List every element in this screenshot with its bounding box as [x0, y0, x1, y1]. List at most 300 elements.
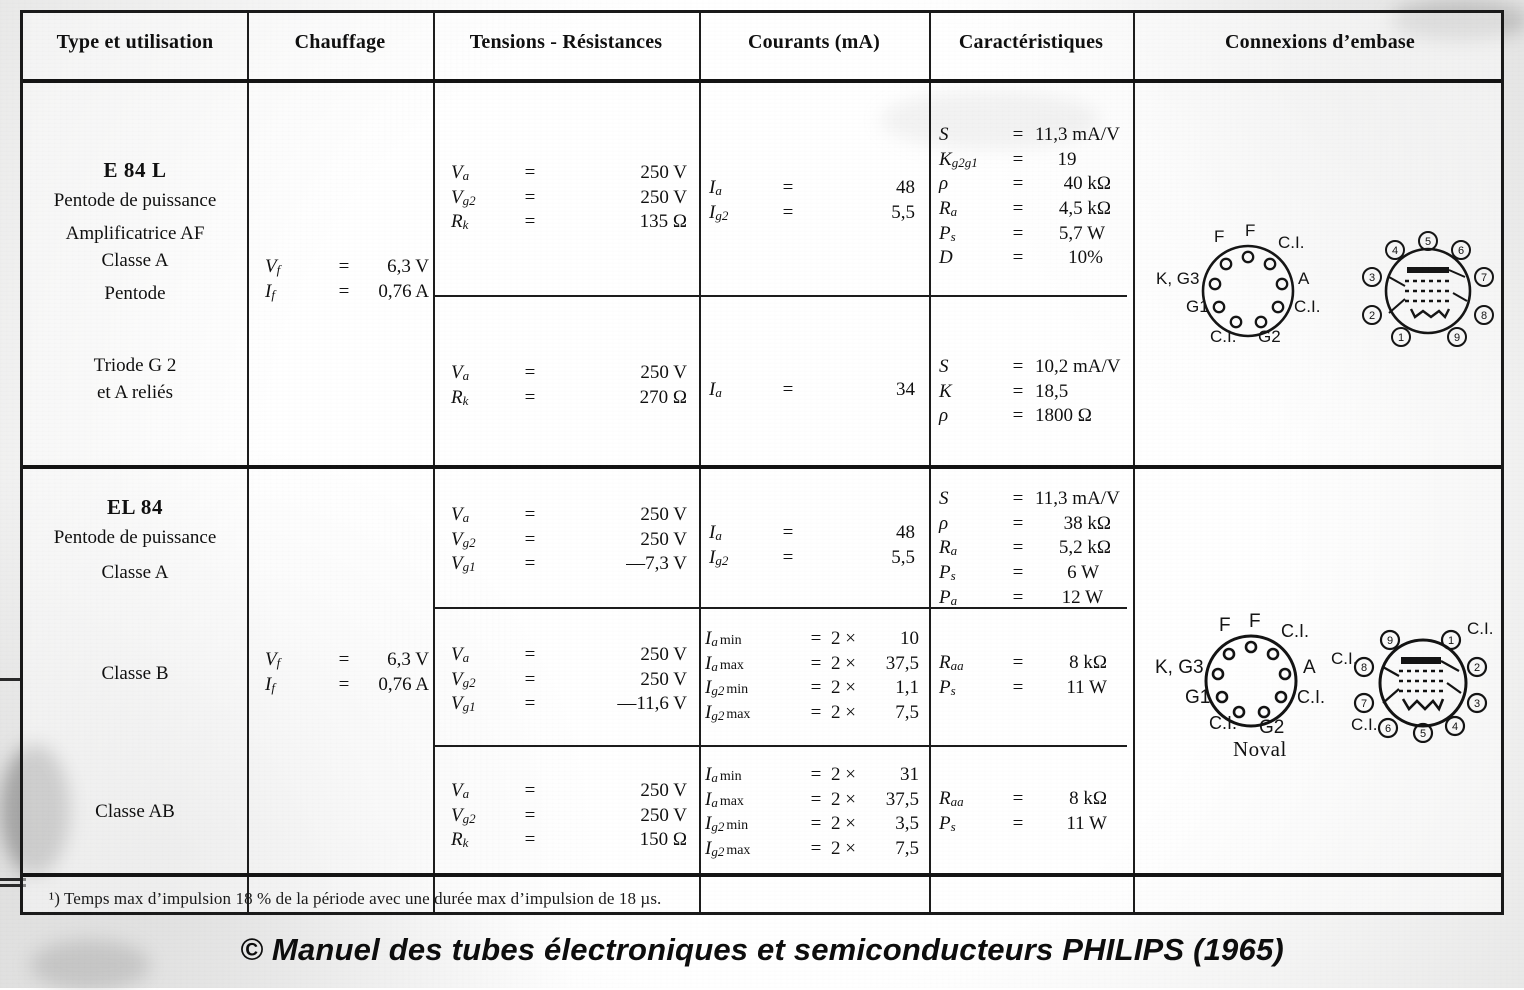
param-value: 11,3 mA/V [1035, 124, 1120, 145]
pin-label-ci: C.I. [1281, 621, 1310, 641]
param-label: S [939, 124, 949, 145]
param-multiplier: 2 × [831, 838, 856, 860]
param-row [939, 197, 1133, 222]
svg-text:1: 1 [1397, 332, 1405, 344]
voltages-e84l-triode [451, 361, 691, 410]
param-equals: = [810, 838, 822, 860]
subrow-title-line: Triode G 2 [93, 355, 177, 376]
pin-label-f: F [1214, 227, 1225, 246]
pin-label-kg3: K, G3 [1155, 657, 1204, 678]
param-equals: = [1012, 247, 1024, 269]
param-row [265, 648, 433, 673]
svg-text:5: 5 [1424, 236, 1432, 248]
param-row [939, 812, 1133, 837]
characteristics-el84-classe-a [939, 487, 1133, 610]
svg-text:4: 4 [1391, 245, 1399, 257]
header-bottom-rule [23, 79, 1501, 83]
param-label: Ps [939, 562, 956, 584]
pin-label-a: A [1298, 269, 1310, 288]
param-equals: = [782, 522, 794, 543]
param-equals: = [1012, 356, 1024, 377]
param-value: 6,3 V [387, 256, 429, 277]
pin-label-g2: G2 [1258, 327, 1281, 346]
param-value: 8 kΩ [1069, 652, 1107, 673]
param-label: ρ [939, 173, 949, 195]
subrow-title-line: Classe B [101, 663, 169, 684]
tube-description-line: Pentode de puissance [53, 527, 217, 548]
column-header-socket: Connexions d’embase [1225, 31, 1415, 53]
heating-values-e84l [265, 255, 433, 304]
param-value: 7,5 [895, 838, 919, 860]
tube-description-line: Pentode de puissance [53, 190, 217, 211]
param-value: 8 kΩ [1069, 788, 1107, 809]
param-equals: = [524, 386, 536, 408]
param-row [939, 123, 1133, 148]
socket-pinout-e84l [1156, 221, 1328, 349]
param-value: 38 kΩ [1063, 512, 1111, 534]
param-value: 5,5 [891, 546, 915, 568]
characteristics-e84l-triode [939, 355, 1133, 429]
param-equals: = [810, 764, 822, 785]
param-value: 40 kΩ [1063, 173, 1111, 195]
param-label: Va [451, 504, 470, 525]
param-equals: = [338, 256, 350, 277]
param-value: 11 W [1066, 676, 1107, 698]
svg-text:8: 8 [1480, 310, 1488, 322]
pin-label-ci: C.I. [1467, 619, 1494, 638]
column-divider [433, 13, 435, 912]
param-row [705, 812, 929, 837]
param-row [939, 512, 1133, 537]
param-label: K [939, 380, 952, 402]
param-row [709, 176, 919, 201]
param-equals: = [810, 628, 822, 649]
param-label: Ig2 [709, 201, 729, 223]
pin-label-ci: C.I. [1331, 649, 1358, 668]
characteristics-el84-classe-ab [939, 787, 1133, 836]
param-value: 1800 Ω [1035, 405, 1092, 427]
param-label: If [265, 280, 275, 302]
param-value: 3,5 [895, 813, 919, 835]
param-equals: = [810, 702, 822, 724]
param-row [939, 586, 1133, 611]
param-equals: = [810, 813, 822, 835]
column-header-currents: Courants (mA) [747, 31, 881, 53]
subrow-title-classe-b [23, 661, 247, 688]
tube-data-table [20, 10, 1504, 915]
param-value: 250 V [640, 162, 687, 183]
param-label: Raa [939, 788, 964, 809]
param-multiplier: 2 × [831, 788, 856, 810]
param-multiplier: 2 × [831, 702, 856, 724]
param-value: 12 W [1061, 586, 1103, 608]
param-row [265, 255, 433, 280]
param-row [705, 763, 929, 788]
param-label: Vg1 [451, 693, 476, 715]
subrow-divider [433, 295, 1127, 297]
subrow-title-classe-ab [23, 799, 247, 826]
param-row [939, 222, 1133, 247]
param-label: Va [451, 780, 470, 801]
tube-description-line: Classe A [101, 561, 169, 583]
param-value: 250 V [640, 804, 687, 826]
currents-el84-classe-b [705, 627, 929, 726]
param-label: Rk [451, 211, 469, 233]
tube-description-e84l [23, 188, 247, 308]
param-value: 10% [1068, 247, 1103, 269]
pin-label-g2: G2 [1259, 717, 1285, 738]
param-equals: = [810, 788, 822, 810]
param-value: 250 V [640, 668, 687, 690]
svg-text:3: 3 [1473, 698, 1481, 710]
pin-label-ci: C.I. [1294, 297, 1321, 316]
tube-description-line: Pentode [104, 282, 166, 304]
svg-text:3: 3 [1368, 272, 1376, 284]
param-value: 250 V [640, 528, 687, 550]
param-equals: = [524, 162, 536, 183]
param-equals: = [1012, 812, 1024, 834]
param-label: Ig2 max [705, 838, 751, 860]
param-label: Ra [939, 198, 958, 220]
param-equals: = [524, 528, 536, 550]
voltages-el84-classe-ab [451, 779, 691, 853]
param-row [939, 148, 1133, 173]
param-row [939, 355, 1133, 380]
socket-pinout-el84 [1155, 611, 1331, 761]
pin-label-f: F [1245, 221, 1256, 240]
param-value: 31 [900, 764, 919, 785]
param-equals: = [1012, 488, 1024, 509]
param-row [939, 246, 1133, 271]
svg-text:9: 9 [1453, 332, 1461, 344]
param-label: Ps [939, 812, 956, 834]
column-divider [247, 13, 249, 912]
footnote-rule [23, 873, 1501, 877]
param-multiplier: 2 × [831, 813, 856, 835]
scan-edge-mark [0, 678, 22, 681]
socket-base-type-label: Noval [1233, 737, 1287, 761]
param-equals: = [782, 201, 794, 223]
param-label: Vg2 [451, 186, 476, 208]
tube-description-line: Classe A [101, 249, 169, 271]
table-footnote: ¹) Temps max d’impulsion 18 % de la période avec une durée max d’impulsion de 18 µs. [49, 889, 662, 908]
svg-text:8: 8 [1360, 662, 1368, 674]
column-header-voltages: Tensions - Résistances [469, 31, 663, 53]
param-equals: = [1012, 124, 1024, 145]
param-value: 19 [1057, 148, 1077, 170]
param-row [939, 651, 1133, 676]
param-label: Ia min [705, 628, 742, 649]
param-label: Vf [265, 256, 281, 277]
param-row [709, 201, 919, 226]
param-equals: = [1012, 148, 1024, 170]
param-row [451, 161, 691, 186]
param-equals: = [524, 186, 536, 208]
param-row [451, 804, 691, 829]
param-label: Ps [939, 676, 956, 698]
svg-text:4: 4 [1451, 721, 1459, 733]
param-equals: = [1012, 173, 1024, 195]
tube-internal-svg [1353, 231, 1503, 349]
heating-values-el84 [265, 648, 433, 697]
svg-text:7: 7 [1480, 272, 1488, 284]
param-value: 48 [896, 177, 915, 198]
param-label: Ig2 min [705, 677, 749, 699]
pin-label-f: F [1249, 611, 1261, 632]
param-row [451, 186, 691, 211]
param-value: 250 V [640, 644, 687, 665]
param-label: Rk [451, 829, 469, 851]
currents-el84-classe-ab [705, 763, 929, 862]
param-equals: = [1012, 222, 1024, 244]
param-row [939, 172, 1133, 197]
subrow-divider [433, 745, 1127, 747]
param-row [451, 503, 691, 528]
param-equals: = [338, 280, 350, 302]
subrow-title-triode [23, 353, 247, 407]
tube-description-line: Amplificatrice AF [65, 222, 205, 244]
param-value: 150 Ω [639, 829, 687, 851]
param-equals: = [1012, 405, 1024, 427]
param-row [451, 668, 691, 693]
param-equals: = [1012, 512, 1024, 534]
svg-text:1: 1 [1447, 635, 1455, 647]
param-equals: = [1012, 198, 1024, 220]
param-label: Vg2 [451, 528, 476, 550]
param-label: Vf [265, 649, 281, 670]
param-row [265, 673, 433, 698]
param-value: 6 W [1067, 562, 1099, 584]
param-value: 250 V [640, 362, 687, 383]
param-row [939, 380, 1133, 405]
param-equals: = [1012, 380, 1024, 402]
param-value: 18,5 [1035, 380, 1069, 402]
pin-label-g1: G1 [1185, 687, 1211, 708]
param-label: Ia min [705, 764, 742, 785]
param-label: Ps [939, 222, 956, 244]
param-label: Ra [939, 537, 958, 559]
param-row [705, 788, 929, 813]
svg-text:2: 2 [1368, 310, 1376, 322]
copyright-caption: © Manuel des tubes électroniques et semiconducteurs PHILIPS (1965) [240, 932, 1284, 967]
param-label: S [939, 488, 949, 509]
param-value: 10 [900, 628, 919, 649]
param-value: 1,1 [895, 677, 919, 699]
pin-label-g1: G1 [1186, 297, 1209, 316]
pin-label-ci: C.I. [1278, 233, 1305, 252]
param-label: Va [451, 644, 470, 665]
svg-text:7: 7 [1360, 698, 1368, 710]
param-label: Ig2 max [705, 702, 751, 724]
param-equals: = [782, 177, 794, 198]
param-equals: = [810, 677, 822, 699]
param-label: Rk [451, 386, 469, 408]
voltages-el84-classe-a [451, 503, 691, 577]
param-multiplier: 2 × [831, 652, 856, 674]
param-label: Vg2 [451, 804, 476, 826]
param-row [709, 521, 919, 546]
param-equals: = [338, 649, 350, 670]
param-value: 34 [896, 379, 915, 400]
param-value: 5,7 W [1058, 222, 1105, 244]
param-equals: = [782, 546, 794, 568]
param-equals: = [1012, 788, 1024, 809]
param-equals: = [524, 804, 536, 826]
param-label: Ia [709, 379, 722, 400]
column-divider [699, 13, 701, 912]
param-row [451, 210, 691, 235]
pin-label-ci: C.I. [1351, 715, 1378, 734]
param-equals: = [1012, 586, 1024, 608]
param-equals: = [524, 211, 536, 233]
subrow-title-line: Classe AB [95, 801, 175, 822]
param-equals: = [524, 829, 536, 851]
currents-e84l-triode [709, 378, 919, 403]
param-value: —7,3 V [626, 553, 687, 575]
param-label: Va [451, 162, 470, 183]
column-divider [1133, 13, 1135, 912]
voltages-el84-classe-b [451, 643, 691, 717]
param-row [451, 643, 691, 668]
param-multiplier: 2 × [831, 764, 856, 785]
param-row [705, 676, 929, 701]
tube-name-e84l: E 84 L [103, 158, 167, 182]
param-label: ρ [939, 405, 949, 427]
param-label: Ia max [705, 652, 744, 674]
param-equals: = [1012, 537, 1024, 559]
param-value: 6,3 V [387, 649, 429, 670]
param-label: Va [451, 362, 470, 383]
param-label: D [939, 247, 953, 269]
param-row [939, 487, 1133, 512]
tube-envelope-el84 [1331, 619, 1503, 743]
param-row [939, 676, 1133, 701]
param-equals: = [338, 673, 350, 695]
param-value: 37,5 [885, 788, 919, 810]
param-value: 270 Ω [639, 386, 687, 408]
param-equals: = [524, 644, 536, 665]
param-label: Ia [709, 177, 722, 198]
param-label: Pa [939, 586, 958, 608]
param-equals: = [1012, 652, 1024, 673]
svg-text:6: 6 [1384, 723, 1392, 735]
param-label: ρ [939, 512, 949, 534]
tube-envelope-e84l [1353, 231, 1503, 349]
param-label: Ia [709, 522, 722, 543]
param-value: 250 V [640, 780, 687, 801]
param-label: Vg2 [451, 668, 476, 690]
param-label: Vg1 [451, 553, 476, 575]
param-equals: = [810, 652, 822, 674]
param-value: 10,2 mA/V [1035, 356, 1121, 377]
param-equals: = [524, 780, 536, 801]
param-value: 135 Ω [639, 211, 687, 233]
pin-label-kg3: K, G3 [1156, 269, 1200, 288]
param-label: Ig2 min [705, 813, 749, 835]
param-row [705, 652, 929, 677]
param-equals: = [1012, 562, 1024, 584]
param-row [709, 378, 919, 403]
param-value: 5,5 [891, 201, 915, 223]
param-value: 250 V [640, 504, 687, 525]
pin-label-ci: C.I. [1209, 713, 1238, 733]
svg-text:5: 5 [1419, 728, 1427, 740]
param-row [939, 404, 1133, 429]
characteristics-el84-classe-b [939, 651, 1133, 700]
param-multiplier: 2 × [831, 628, 856, 649]
param-value: 11 W [1066, 812, 1107, 834]
subrow-title-line: et A reliés [97, 381, 173, 403]
param-row [451, 361, 691, 386]
column-header-characteristics: Caractéristiques [958, 31, 1104, 53]
param-row [705, 837, 929, 862]
param-value: 5,2 kΩ [1058, 537, 1111, 559]
param-label: Ia max [705, 788, 744, 810]
tube-name-el84: EL 84 [106, 495, 164, 519]
column-divider [929, 13, 931, 912]
param-row [705, 701, 929, 726]
param-label: Kg2g1 [939, 148, 978, 170]
param-row [939, 787, 1133, 812]
pin-label-ci: C.I. [1297, 687, 1326, 707]
param-row [939, 561, 1133, 586]
param-label: Raa [939, 652, 964, 673]
param-row [705, 627, 929, 652]
svg-text:9: 9 [1386, 635, 1394, 647]
param-multiplier: 2 × [831, 677, 856, 699]
currents-e84l-pentode [709, 176, 919, 225]
param-row [451, 828, 691, 853]
param-equals: = [1012, 676, 1024, 698]
tube-section-rule [23, 465, 1501, 469]
param-equals: = [524, 693, 536, 715]
param-row [451, 528, 691, 553]
param-row [451, 692, 691, 717]
param-value: 0,76 A [378, 673, 429, 695]
currents-el84-classe-a [709, 521, 919, 570]
column-header-heating: Chauffage [294, 31, 386, 53]
param-row [451, 552, 691, 577]
param-label: If [265, 673, 275, 695]
pin-label-a: A [1303, 657, 1316, 678]
pin-label-f: F [1219, 615, 1231, 636]
param-value: 48 [896, 522, 915, 543]
param-row [709, 546, 919, 571]
voltages-e84l-pentode [451, 161, 691, 235]
param-row [265, 280, 433, 305]
param-value: 37,5 [885, 652, 919, 674]
param-label: Ig2 [709, 546, 729, 568]
column-header-type: Type et utilisation [56, 31, 214, 53]
characteristics-e84l-pentode [939, 123, 1133, 271]
param-equals: = [524, 362, 536, 383]
pin-label-ci: C.I. [1210, 327, 1237, 346]
param-row [451, 386, 691, 411]
param-equals: = [524, 504, 536, 525]
param-value: 250 V [640, 186, 687, 208]
param-label: S [939, 356, 949, 377]
param-value: 7,5 [895, 702, 919, 724]
param-value: 0,76 A [378, 280, 429, 302]
param-value: 11,3 mA/V [1035, 488, 1120, 509]
svg-text:2: 2 [1473, 662, 1481, 674]
param-equals: = [524, 668, 536, 690]
param-equals: = [524, 553, 536, 575]
param-row [451, 779, 691, 804]
param-value: —11,6 V [617, 693, 687, 715]
param-equals: = [782, 379, 794, 400]
svg-text:6: 6 [1457, 245, 1465, 257]
